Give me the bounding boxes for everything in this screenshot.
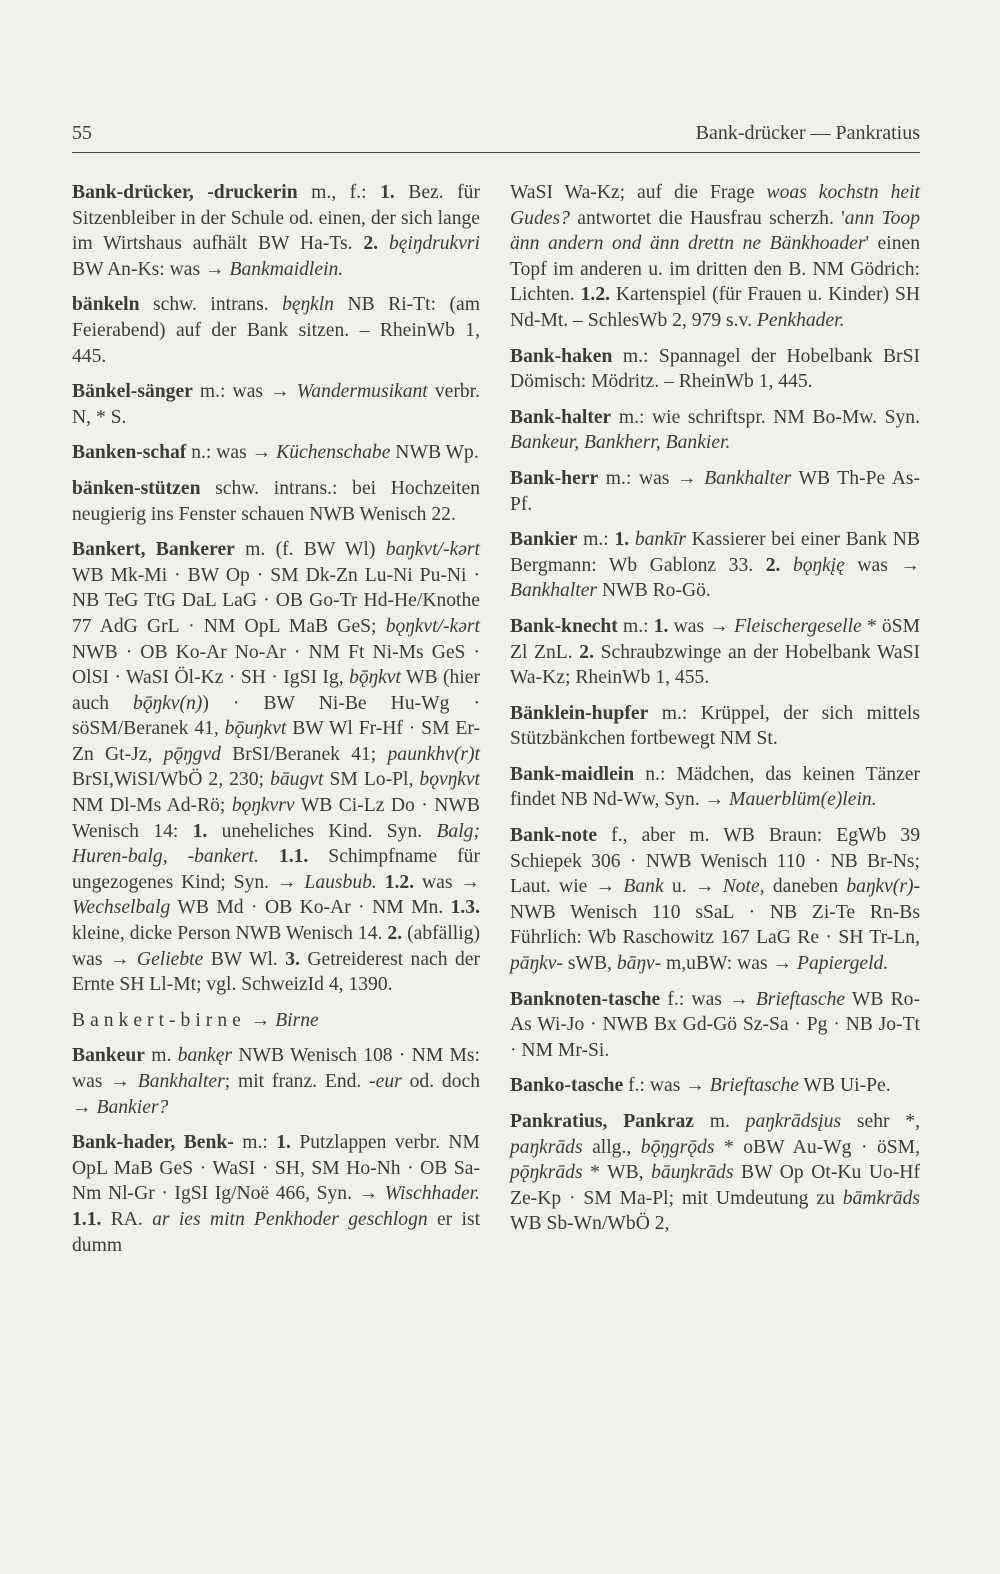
entry-text: BW Op Ot-Ku Uo-Hf Ze-Kp · SM Ma-Pl; mit Umdeutung zu bbox=[510, 1162, 920, 1209]
entry-text: m.: Krüppel, der sich mittels Stützbänkchen fortbewegt NM St. bbox=[510, 702, 920, 750]
entry-text: NWB Wenisch 108 · NM Ms: was → bbox=[72, 1045, 480, 1092]
entry-italic-text: bęŋkln bbox=[282, 294, 334, 316]
entry-headword: Bänklein-hupfer bbox=[510, 702, 649, 724]
entry-headword: Bank-haken bbox=[510, 345, 613, 367]
entry-text: NM Dl-Ms Ad-Rö; bbox=[72, 795, 232, 817]
entry-sense-number: 1. bbox=[653, 615, 669, 637]
entry-italic-text: Bankhalter bbox=[510, 580, 598, 602]
dictionary-entry bbox=[510, 466, 920, 517]
entry-italic-text: ann Toop änn andern ond änn drettn ne Bänkhoader bbox=[510, 207, 921, 255]
dictionary-entry bbox=[72, 180, 480, 282]
entry-headword: Bank-note bbox=[510, 825, 598, 847]
entry-text: was → bbox=[668, 615, 735, 637]
entry-sense-number: 2. bbox=[387, 923, 403, 945]
entry-text: BrSI/Beranek 41; bbox=[220, 743, 388, 765]
dictionary-entry bbox=[72, 476, 480, 527]
entry-text: Putzlappen verbr. NM OpL MaB GeS · WaSI · SH, SM Ho-Nh · OB Sa-Nm Nl-Gr · IgSI Ig/Noë 466, Syn. → bbox=[72, 1132, 480, 1205]
entry-text: m. bbox=[144, 1045, 178, 1067]
entry-text: kleine, dicke Person NWB Wenisch 14. bbox=[72, 923, 388, 945]
entry-headword: Bankier bbox=[510, 529, 578, 551]
entry-text: sehr *, bbox=[841, 1111, 920, 1132]
entry-italic-text: pǭŋkrāds bbox=[510, 1162, 583, 1184]
entry-text: f.: was → bbox=[623, 1075, 710, 1097]
dictionary-entry bbox=[72, 440, 480, 466]
entry-italic-text: Fleischergeselle bbox=[734, 615, 862, 637]
entry-text: m.: bbox=[617, 615, 654, 637]
dictionary-entry bbox=[510, 1073, 920, 1099]
entry-headword: Banko-tasche bbox=[510, 1075, 624, 1097]
entry-italic-text: bǭŋgrǭds bbox=[640, 1136, 715, 1158]
entry-sense-number: 1.3. bbox=[450, 897, 480, 919]
entry-text: uneheliches Kind. Syn. bbox=[207, 820, 437, 842]
entry-text: * oBW Au-Wg · öSM, bbox=[714, 1136, 920, 1158]
entry-text: ' einen Topf im anderen u. im dritten den B. NM Gödrich: Lichten. bbox=[510, 233, 920, 306]
entry-text: m., f.: bbox=[297, 182, 381, 203]
entry-sense-number: 1.2. bbox=[580, 284, 611, 306]
entry-italic-text: bǫŋkvt/-kərt bbox=[385, 615, 480, 637]
entry-text: m.: bbox=[577, 529, 615, 551]
entry-text: Kartenspiel (für Frauen u. Kinder) SH Nd-Mt. – SchlesWb 2, 979 s.v. bbox=[510, 284, 921, 331]
entry-text: Bez. für Sitzenbleiber in der Schule od. einen, der sich lange im Wirtshaus aufhält BW Ha-Ts. bbox=[72, 182, 480, 255]
dictionary-entry bbox=[510, 405, 920, 456]
dictionary-entry bbox=[72, 379, 480, 430]
dictionary-entry bbox=[510, 1109, 920, 1237]
entry-italic-text: baŋkv(r)- bbox=[846, 876, 920, 898]
entry-italic-text: bǭŋkvt bbox=[349, 667, 401, 689]
left-column bbox=[72, 180, 480, 1268]
entry-text: m.: Spannagel der Hobelbank BrSI Dömisch: Mödritz. – RheinWb 1, 445. bbox=[510, 345, 920, 393]
dictionary-entry bbox=[510, 823, 920, 977]
dictionary-entry bbox=[72, 537, 480, 998]
entry-italic-text: bāŋv- bbox=[616, 953, 662, 975]
entry-text bbox=[378, 233, 389, 254]
entry-text: * WB, bbox=[582, 1162, 652, 1184]
entry-text: WB Ci-Lz Do · NWB Wenisch 14: bbox=[72, 795, 480, 842]
entry-italic-text: pǭŋgvd bbox=[163, 743, 221, 765]
entry-text: was → bbox=[414, 871, 480, 893]
entry-text: Getreiderest nach der Ernte SH Ll-Mt; vgl. SchweizId 4, 1390. bbox=[72, 948, 480, 996]
entry-text: schw. intrans. bbox=[139, 294, 283, 316]
entry-text: f., aber m. WB Braun: EgWb 39 Schiepek 306 · NWB Wenisch 110 · NB Br-Ns; Laut. wie → bbox=[510, 825, 920, 898]
entry-text bbox=[780, 555, 793, 576]
entry-headword: Banknoten-tasche bbox=[510, 988, 661, 1010]
entry-italic-text: Bankmaidlein. bbox=[229, 258, 344, 280]
entry-text: WB Sb-Wn/WbÖ 2, bbox=[510, 1213, 670, 1235]
entry-italic-text: bāuŋkrāds bbox=[651, 1162, 734, 1184]
entry-sense-number: 1. bbox=[380, 182, 395, 203]
entry-italic-text: paŋkrādsįus bbox=[745, 1111, 842, 1132]
entry-italic-text: ar ies mitn Penkhoder geschlogn bbox=[152, 1208, 428, 1230]
entry-text: m.: bbox=[233, 1132, 277, 1154]
entry-text: verbr. N, * S. bbox=[72, 381, 480, 428]
entry-text: m.: was → bbox=[598, 467, 705, 489]
dictionary-entry bbox=[510, 344, 920, 395]
entry-text: WB (hier auch bbox=[72, 667, 480, 714]
entry-text: RA. bbox=[101, 1208, 153, 1230]
entry-italic-text: Birne bbox=[275, 1009, 319, 1031]
dictionary-entry bbox=[72, 1008, 480, 1034]
dictionary-entry bbox=[510, 527, 920, 604]
entry-text: m,uBW: was → bbox=[661, 953, 797, 975]
entry-text: m. bbox=[693, 1111, 746, 1132]
entry-headword: Bank-maidlein bbox=[510, 763, 635, 785]
dictionary-entry bbox=[72, 292, 480, 369]
entry-italic-text: bǭuŋkvt bbox=[224, 718, 287, 740]
entry-text: Bankert-birne bbox=[72, 1009, 246, 1031]
dictionary-entry bbox=[510, 762, 920, 813]
dictionary-entry bbox=[72, 1043, 480, 1120]
entry-italic-text: pāŋkv- bbox=[510, 953, 563, 975]
entry-text: WB Ui-Pe. bbox=[799, 1075, 891, 1097]
entry-headword: Bank-knecht bbox=[510, 615, 618, 637]
entry-text: m. (f. BW Wl) bbox=[234, 539, 386, 561]
entry-text: BW Wl Fr-Hf · SM Er-Zn Gt-Jz, bbox=[72, 718, 480, 765]
entry-italic-text: -eur bbox=[369, 1071, 402, 1092]
entry-text: was → bbox=[844, 554, 920, 576]
entry-italic-text: bankęr bbox=[177, 1045, 233, 1067]
entry-italic-text: Brieftasche bbox=[709, 1075, 799, 1097]
entry-sense-number: 1. bbox=[192, 820, 208, 842]
entry-text: BW Wl. bbox=[203, 948, 286, 970]
entry-headword: Bänkel-sänger bbox=[72, 381, 193, 403]
entry-text: ) · BW Ni-Be Hu-Wg · söSM/Beranek 41, bbox=[72, 692, 481, 740]
entry-text: NWB Ro-Gö. bbox=[597, 580, 711, 602]
entry-text: WB Th-Pe As-Pf. bbox=[510, 467, 921, 515]
entry-headword: Bank-hader, Benk- bbox=[72, 1132, 234, 1154]
entry-text: NWB Wp. bbox=[390, 442, 479, 464]
entry-italic-text: paŋkrāds bbox=[510, 1136, 583, 1158]
entry-italic-text: Bankeur, Bankherr, Bankier. bbox=[510, 432, 731, 454]
entry-italic-text: woas kochstn heit Gudes? bbox=[510, 182, 920, 229]
entry-text: od. doch → bbox=[72, 1071, 480, 1118]
entry-italic-text: Bankier? bbox=[96, 1096, 169, 1118]
entry-text: Schimpfname für ungezogenes Kind; Syn. → bbox=[72, 846, 480, 893]
entry-text: m.: was → bbox=[192, 381, 297, 403]
entry-italic-text: Note bbox=[722, 876, 760, 898]
entry-text bbox=[259, 846, 279, 867]
entry-text: m.: wie schriftspr. NM Bo-Mw. Syn. bbox=[611, 406, 920, 428]
entry-italic-text: Bank bbox=[623, 876, 664, 898]
dictionary-entry bbox=[72, 1130, 480, 1258]
entry-text: * öSM Zl ZnL. bbox=[510, 615, 921, 663]
entry-italic-text: Wandermusikant bbox=[296, 381, 428, 403]
entry-italic-text: bęiŋdrukvri bbox=[388, 233, 480, 255]
entry-headword: Banken-schaf bbox=[72, 442, 187, 464]
entry-text bbox=[377, 872, 385, 893]
entry-italic-text: Lausbub. bbox=[304, 871, 377, 893]
entry-headword: bänkeln bbox=[72, 294, 140, 316]
entry-sense-number: 2. bbox=[579, 641, 594, 663]
entry-text: sWB, bbox=[562, 953, 617, 975]
entry-text: → bbox=[245, 1009, 276, 1031]
entry-headword: Bank-drücker, -druckerin bbox=[72, 182, 298, 203]
entry-text: NWB Wenisch 110 sSaL · NB Zi-Te Rn-Bs Führlich: Wb Raschowitz 167 LaG Re · SH Tr-Ln, bbox=[510, 901, 920, 949]
entry-sense-number: 3. bbox=[285, 948, 300, 970]
entry-text: n.: was → bbox=[186, 442, 277, 464]
entry-italic-text: Bankhalter bbox=[137, 1071, 225, 1092]
dictionary-entry bbox=[510, 987, 920, 1064]
entry-sense-number: 2. bbox=[363, 233, 379, 255]
entry-italic-text: bǫŋkįę bbox=[792, 554, 845, 576]
dictionary-entry bbox=[510, 701, 920, 752]
entry-text: WaSI Wa-Kz; auf die Frage bbox=[510, 182, 767, 203]
entry-italic-text: Geliebte bbox=[136, 948, 204, 970]
entry-italic-text: Balg; Huren-balg, -bankert. bbox=[72, 820, 480, 868]
entry-sense-number: 1. bbox=[614, 529, 630, 551]
entry-text: ; mit franz. End. bbox=[224, 1071, 370, 1092]
dictionary-entry bbox=[510, 180, 920, 334]
entry-text: Kassierer bei einer Bank NB Bergmann: Wb Gablonz 33. bbox=[510, 529, 920, 576]
entry-text: er ist dumm bbox=[72, 1208, 481, 1256]
entry-text: BW An-Ks: was → bbox=[72, 258, 230, 280]
entry-text: NB Ri-Tt: (am Feierabend) auf der Bank sitzen. – RheinWb 1, 445. bbox=[72, 294, 480, 367]
entry-italic-text: bǫŋkvrv bbox=[231, 795, 295, 817]
entry-text: antwortet die Hausfrau scherzh. ' bbox=[569, 207, 845, 229]
entry-sense-number: 1.1. bbox=[278, 846, 309, 868]
entry-text: schw. intrans.: bei Hochzeiten neugierig ins Fenster schauen NWB Wenisch 22. bbox=[72, 477, 480, 525]
entry-text: NWB · OB Ko-Ar No-Ar · NM Ft Ni-Ms GeS · OlSI · WaSI Öl-Kz · SH · IgSI Ig, bbox=[72, 641, 480, 689]
right-column bbox=[510, 180, 920, 1247]
entry-italic-text: bǭŋkv(n) bbox=[133, 692, 203, 714]
entry-sense-number: 1. bbox=[276, 1132, 291, 1154]
entry-italic-text: Bankhalter bbox=[704, 467, 792, 489]
entry-text: BrSI,WiSI/WbÖ 2, 230; bbox=[72, 769, 271, 791]
entry-headword: Bankeur bbox=[72, 1045, 145, 1067]
entry-italic-text: bāmkrāds bbox=[842, 1187, 920, 1209]
entry-text: WB Ro-As Wi-Jo · NWB Bx Gd-Gö Sz-Sa · Pg · NB Jo-Tt · NM Mr-Si. bbox=[510, 988, 920, 1061]
entry-italic-text: Wechselbalg bbox=[72, 897, 171, 919]
entry-headword: Bank-halter bbox=[510, 406, 612, 428]
entry-headword: Bank-herr bbox=[510, 467, 599, 489]
entry-sense-number: 1.2. bbox=[384, 871, 415, 893]
entry-italic-text: bǫvŋkvt bbox=[419, 769, 480, 791]
entry-text: WB Md · OB Ko-Ar · NM Mn. bbox=[170, 897, 451, 919]
running-head: Bank-drücker — Pankratius bbox=[695, 122, 920, 144]
entry-text: f.: was → bbox=[660, 988, 756, 1010]
entry-italic-text: baŋkvt/-kərt bbox=[385, 539, 480, 561]
entry-headword: Pankratius, Pankraz bbox=[510, 1111, 694, 1132]
entry-sense-number: 1.1. bbox=[72, 1208, 102, 1230]
entry-text: (abfällig) was → bbox=[72, 923, 481, 970]
entry-italic-text: bankīr bbox=[634, 529, 686, 551]
entry-italic-text: Mauerblüm(e)lein. bbox=[729, 789, 877, 811]
entry-text: u. → bbox=[663, 876, 723, 898]
entry-text: allg., bbox=[582, 1136, 641, 1158]
entry-text: , daneben bbox=[759, 876, 847, 898]
entry-italic-text: Küchenschabe bbox=[276, 442, 391, 464]
entry-italic-text: bāugvt bbox=[270, 769, 324, 791]
page-header bbox=[72, 120, 920, 153]
dictionary-entry bbox=[510, 614, 920, 691]
entry-italic-text: paunkhv(r)t bbox=[387, 743, 480, 765]
entry-italic-text: Penkhader. bbox=[756, 309, 845, 331]
page-number: 55 bbox=[72, 122, 92, 144]
entry-headword: Bankert, Bankerer bbox=[72, 539, 235, 561]
entry-italic-text: Brieftasche bbox=[755, 988, 846, 1010]
entry-headword: bänken-stützen bbox=[72, 477, 201, 499]
entry-text: n.: Mädchen, das keinen Tänzer findet NB Nd-Ww, Syn. → bbox=[510, 763, 920, 811]
entry-sense-number: 2. bbox=[765, 554, 781, 576]
entry-text: Schraubzwinge an der Hobelbank WaSI Wa-Kz; RheinWb 1, 455. bbox=[510, 641, 921, 689]
entry-italic-text: Wischhader. bbox=[384, 1183, 480, 1205]
entry-text: SM Lo-Pl, bbox=[323, 769, 420, 791]
entry-italic-text: Papiergeld. bbox=[797, 953, 889, 975]
entry-text: WB Mk-Mi · BW Op · SM Dk-Zn Lu-Ni Pu-Ni · NB TeG TtG DaL LaG · OB Go-Tr Hd-He/Knothe 77 AdG GrL · NM OpL MaB GeS; bbox=[72, 564, 480, 637]
